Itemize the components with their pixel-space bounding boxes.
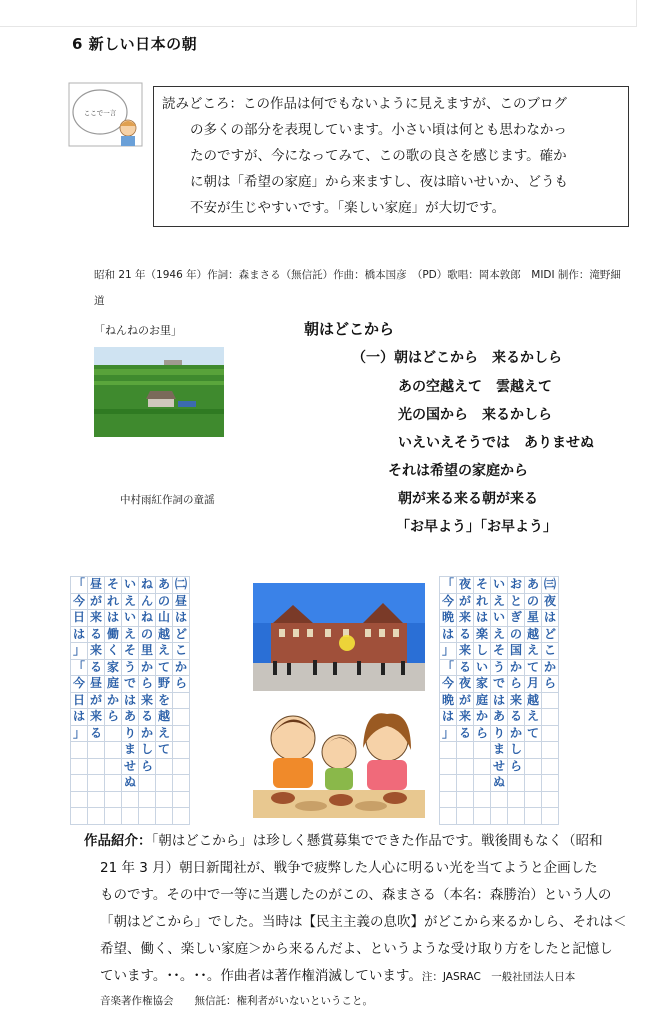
grid-cell xyxy=(542,742,559,759)
grid-cell xyxy=(173,758,190,775)
grid-cell: の xyxy=(508,626,525,643)
grid-cell: え xyxy=(156,725,173,742)
grid-cell: し xyxy=(508,742,525,759)
grid-cell xyxy=(173,709,190,726)
grid-cell: 夜 xyxy=(542,593,559,610)
grid-cell: で xyxy=(491,676,508,693)
grid-cell xyxy=(457,758,474,775)
grid-cell: し xyxy=(139,742,156,759)
grid-cell: か xyxy=(139,659,156,676)
grid-cell: え xyxy=(491,593,508,610)
grid-cell xyxy=(525,758,542,775)
reading-point-box xyxy=(153,86,629,227)
grid-cell: 」 xyxy=(440,643,457,660)
grid-cell xyxy=(105,725,122,742)
grid-cell xyxy=(474,775,491,792)
grid-cell: ん xyxy=(139,593,156,610)
photo-caption: 中村雨紅作詞の童謡 xyxy=(120,494,215,506)
grid-cell: は xyxy=(542,610,559,627)
grid-cell: 来 xyxy=(508,692,525,709)
grid-cell xyxy=(105,791,122,808)
grid-cell xyxy=(542,692,559,709)
grid-cell xyxy=(474,742,491,759)
grid-cell xyxy=(105,742,122,759)
grid-cell: ら xyxy=(105,709,122,726)
grid-cell: せ xyxy=(122,758,139,775)
grid-cell: あ xyxy=(525,577,542,594)
grid-cell: て xyxy=(156,742,173,759)
intro-note: 注：JASRAC 一般社団法人日本 xyxy=(421,971,576,983)
grid-cell: 昼 xyxy=(88,676,105,693)
grid-cell: え xyxy=(122,593,139,610)
grid-cell xyxy=(71,742,88,759)
grid-cell: 家 xyxy=(105,659,122,676)
lyric-line: （一）朝はどこから 来るかしら xyxy=(352,350,562,366)
grid-cell: お xyxy=(508,577,525,594)
photo-label: 「ねんねのお里」 xyxy=(94,324,182,337)
intro-line: 21 年 3 月）朝日新聞社が、戦争で疲弊した人心に明るい光を当てようと企画した xyxy=(100,860,598,876)
lyric-line: いえいえそうでは ありませぬ xyxy=(398,435,594,451)
mascot-bubble-text: ここで一言 xyxy=(83,109,117,117)
grid-cell: 来 xyxy=(139,692,156,709)
grid-cell: る xyxy=(457,725,474,742)
grid-cell: え xyxy=(525,709,542,726)
grid-cell xyxy=(71,775,88,792)
grid-cell xyxy=(105,758,122,775)
grid-cell: て xyxy=(525,659,542,676)
grid-cell: 夜 xyxy=(457,676,474,693)
grid-cell: か xyxy=(508,725,525,742)
grid-cell: こ xyxy=(173,643,190,660)
grid-cell: ら xyxy=(474,725,491,742)
grid-cell xyxy=(508,791,525,808)
grid-cell: 越 xyxy=(156,626,173,643)
grid-cell: う xyxy=(491,659,508,676)
grid-cell: あ xyxy=(156,577,173,594)
grid-cell xyxy=(88,758,105,775)
grid-cell: は xyxy=(474,610,491,627)
grid-cell: 今 xyxy=(440,676,457,693)
grid-cell: は xyxy=(71,709,88,726)
grid-cell xyxy=(440,775,457,792)
grid-cell xyxy=(474,808,491,825)
grid-cell xyxy=(440,808,457,825)
grid-cell: る xyxy=(508,709,525,726)
grid-cell: の xyxy=(139,626,156,643)
grid-cell: 国 xyxy=(508,643,525,660)
grid-cell: ま xyxy=(122,742,139,759)
grid-cell: は xyxy=(491,692,508,709)
grid-cell: ら xyxy=(508,676,525,693)
song-title: 朝はどこから xyxy=(304,320,395,338)
grid-cell: ね xyxy=(139,577,156,594)
grid-cell: 来 xyxy=(457,643,474,660)
grid-cell xyxy=(457,808,474,825)
grid-cell: 家 xyxy=(474,676,491,693)
grid-cell xyxy=(474,758,491,775)
grid-cell: 働 xyxy=(105,626,122,643)
grid-cell: 楽 xyxy=(474,626,491,643)
grid-cell: い xyxy=(491,610,508,627)
lyric-line: 「お早よう」「お早よう」 xyxy=(396,519,557,535)
grid-cell: い xyxy=(474,659,491,676)
grid-cell xyxy=(156,808,173,825)
grid-cell: せ xyxy=(491,758,508,775)
grid-cell: か xyxy=(173,659,190,676)
grid-cell: て xyxy=(525,725,542,742)
grid-cell: ど xyxy=(173,626,190,643)
grid-cell: は xyxy=(440,709,457,726)
grid-cell: 来 xyxy=(457,709,474,726)
grid-cell: あ xyxy=(122,709,139,726)
grid-cell: 今 xyxy=(440,593,457,610)
grid-cell: る xyxy=(139,709,156,726)
reading-line: たのですが、今になってみて、この歌の良さを感じます。確か xyxy=(190,148,567,164)
grid-cell xyxy=(440,742,457,759)
grid-cell: ね xyxy=(139,610,156,627)
grid-cell xyxy=(525,808,542,825)
grid-cell xyxy=(491,791,508,808)
intro-line: 「朝はどこから」でした。当時は【民主主義の息吹】がどこから来るかしら、それは＜ xyxy=(100,914,627,930)
grid-cell: が xyxy=(457,593,474,610)
grid-cell: 越 xyxy=(156,709,173,726)
lyrics-grid-verse-3 xyxy=(439,576,559,825)
grid-cell xyxy=(457,775,474,792)
grid-cell: い xyxy=(122,610,139,627)
grid-cell: あ xyxy=(491,709,508,726)
grid-cell xyxy=(139,808,156,825)
grid-cell xyxy=(71,791,88,808)
grid-cell xyxy=(474,791,491,808)
grid-cell: が xyxy=(88,593,105,610)
reading-line: 不安が生じやすいです。「楽しい家庭」が大切です。 xyxy=(190,200,506,216)
grid-cell: り xyxy=(491,725,508,742)
grid-cell: 星 xyxy=(525,610,542,627)
grid-cell xyxy=(542,791,559,808)
intro-first-line: 「朝はどこから」は珍しく懸賞募集でできた作品です。戦後間もなく（昭和 xyxy=(151,833,603,849)
grid-cell: は xyxy=(122,692,139,709)
mascot-illustration xyxy=(68,82,143,147)
grid-cell xyxy=(173,775,190,792)
grid-cell: 越 xyxy=(525,626,542,643)
grid-cell xyxy=(542,709,559,726)
grid-cell: か xyxy=(105,692,122,709)
grid-cell: る xyxy=(457,659,474,676)
grid-cell xyxy=(457,742,474,759)
grid-cell: ぬ xyxy=(122,775,139,792)
work-introduction xyxy=(84,828,640,1011)
grid-cell: そ xyxy=(474,577,491,594)
grid-cell: ら xyxy=(542,676,559,693)
grid-cell: く xyxy=(105,643,122,660)
grid-cell: い xyxy=(491,577,508,594)
grid-cell: え xyxy=(525,643,542,660)
intro-line: 希望、働く、楽しい家庭＞から来るんだよ、というような受け取り方をしたと記憶し xyxy=(100,941,613,957)
grid-cell: で xyxy=(122,676,139,693)
grid-cell: は xyxy=(173,610,190,627)
grid-cell xyxy=(139,775,156,792)
grid-cell: か xyxy=(508,659,525,676)
grid-cell: る xyxy=(88,659,105,676)
lyric-line: それは希望の家庭から xyxy=(388,463,528,479)
grid-cell: ぬ xyxy=(491,775,508,792)
grid-cell: る xyxy=(88,725,105,742)
grid-cell: は xyxy=(105,610,122,627)
grid-cell: 野 xyxy=(156,676,173,693)
reading-line: の多くの部分を表現しています。小さい頃は何とも思わなかっ xyxy=(190,122,567,138)
grid-cell: 晩 xyxy=(440,610,457,627)
lyric-line: 朝が来る来る朝が来る xyxy=(398,491,538,507)
grid-cell xyxy=(173,692,190,709)
grid-cell: そ xyxy=(122,643,139,660)
grid-cell: そ xyxy=(491,643,508,660)
grid-cell: 「 xyxy=(71,577,88,594)
intro-line: ものです。その中で一等に当選したのがこの、森まさる（本名：森勝治）という人の xyxy=(100,887,612,903)
reading-line: に朝は「希望の家庭」から来ますし、夜は暗いせいか、どうも xyxy=(190,174,568,190)
grid-cell: ㈡ xyxy=(173,577,190,594)
grid-cell: 里 xyxy=(139,643,156,660)
grid-cell: は xyxy=(71,626,88,643)
grid-cell: か xyxy=(139,725,156,742)
lyric-line: 光の国から 来るかしら xyxy=(398,407,552,423)
grid-cell: 今 xyxy=(71,593,88,610)
grid-cell: 「 xyxy=(440,659,457,676)
lyrics-grid-verse-2 xyxy=(70,576,190,825)
grid-cell xyxy=(71,758,88,775)
top-bar xyxy=(0,0,637,27)
grid-cell: 来 xyxy=(457,610,474,627)
grid-cell: 晩 xyxy=(440,692,457,709)
grid-cell xyxy=(457,791,474,808)
grid-cell xyxy=(525,742,542,759)
grid-cell: し xyxy=(474,643,491,660)
grid-cell: 昼 xyxy=(173,593,190,610)
intro-note-2: 音楽著作権協会 無信託：権利者がいないということ。 xyxy=(100,995,373,1007)
lyric-line: あの空越えて 雲越えて xyxy=(398,379,552,395)
grid-cell: 」 xyxy=(440,725,457,742)
grid-cell: り xyxy=(122,725,139,742)
grid-cell: ぎ xyxy=(508,610,525,627)
grid-cell: え xyxy=(491,626,508,643)
grid-cell: 日 xyxy=(71,610,88,627)
grid-cell: 庭 xyxy=(474,692,491,709)
grid-cell xyxy=(156,758,173,775)
grid-cell xyxy=(139,791,156,808)
grid-cell: れ xyxy=(474,593,491,610)
rice-field-photo xyxy=(94,347,224,437)
grid-cell: う xyxy=(122,659,139,676)
grid-cell: が xyxy=(457,692,474,709)
grid-cell: か xyxy=(542,659,559,676)
grid-cell xyxy=(173,791,190,808)
grid-cell: て xyxy=(156,659,173,676)
grid-cell: の xyxy=(156,593,173,610)
grid-cell: 昼 xyxy=(88,577,105,594)
grid-cell xyxy=(122,791,139,808)
page-title: 6 新しい日本の朝 xyxy=(72,35,198,53)
grid-cell: 月 xyxy=(525,676,542,693)
grid-cell xyxy=(508,775,525,792)
grid-cell xyxy=(105,808,122,825)
grid-cell xyxy=(440,791,457,808)
grid-cell xyxy=(173,808,190,825)
grid-cell xyxy=(542,808,559,825)
grid-cell: と xyxy=(508,593,525,610)
grid-cell xyxy=(173,725,190,742)
song-credit: 昭和 21 年（1946 年）作詞：森まさる（無信託）作曲：橋本国彦 （PD）歌唱：岡本敦郎 MIDI 制作：滝野細道 xyxy=(94,269,621,307)
grid-cell xyxy=(71,808,88,825)
grid-cell: 「 xyxy=(71,659,88,676)
grid-cell xyxy=(88,775,105,792)
grid-cell xyxy=(156,791,173,808)
grid-cell xyxy=(491,808,508,825)
grid-cell xyxy=(122,808,139,825)
grid-cell: の xyxy=(525,593,542,610)
grid-cell xyxy=(542,775,559,792)
family-breakfast-illustration xyxy=(253,700,425,818)
grid-cell: 山 xyxy=(156,610,173,627)
reading-first-line: この作品は何でもないように見えますが、このブログ xyxy=(243,96,567,112)
grid-cell xyxy=(440,758,457,775)
grid-cell: 」 xyxy=(71,725,88,742)
grid-cell: ら xyxy=(139,676,156,693)
grid-cell xyxy=(88,808,105,825)
grid-cell xyxy=(173,742,190,759)
grid-cell: こ xyxy=(542,643,559,660)
grid-cell: は xyxy=(440,626,457,643)
grid-cell: え xyxy=(122,626,139,643)
grid-cell: そ xyxy=(105,577,122,594)
grid-cell: ら xyxy=(508,758,525,775)
grid-cell: ら xyxy=(173,676,190,693)
grid-cell xyxy=(542,725,559,742)
grid-cell: い xyxy=(122,577,139,594)
grid-cell: 来 xyxy=(88,709,105,726)
tokyo-station-photo xyxy=(253,583,425,691)
grid-cell: が xyxy=(88,692,105,709)
grid-cell: か xyxy=(474,709,491,726)
grid-cell xyxy=(156,775,173,792)
grid-cell: 来 xyxy=(88,643,105,660)
grid-cell xyxy=(105,775,122,792)
grid-cell: ㈢ xyxy=(542,577,559,594)
grid-cell xyxy=(542,758,559,775)
intro-last-line: ています。･･。･･。作曲者は著作権消滅しています。 xyxy=(100,968,422,984)
grid-cell: ら xyxy=(139,758,156,775)
grid-cell: え xyxy=(156,643,173,660)
grid-cell: ど xyxy=(542,626,559,643)
intro-label: 作品紹介： xyxy=(84,833,152,849)
grid-cell xyxy=(525,775,542,792)
grid-cell: 」 xyxy=(71,643,88,660)
grid-cell xyxy=(88,742,105,759)
grid-cell xyxy=(88,791,105,808)
grid-cell: 日 xyxy=(71,692,88,709)
grid-cell: る xyxy=(457,626,474,643)
grid-cell xyxy=(508,808,525,825)
grid-cell: 「 xyxy=(440,577,457,594)
grid-cell: 夜 xyxy=(457,577,474,594)
grid-cell: 来 xyxy=(88,610,105,627)
grid-cell: ま xyxy=(491,742,508,759)
grid-cell: れ xyxy=(105,593,122,610)
grid-cell: を xyxy=(156,692,173,709)
grid-cell xyxy=(525,791,542,808)
grid-cell: 越 xyxy=(525,692,542,709)
reading-label: 読みどころ： xyxy=(162,96,243,112)
grid-cell: る xyxy=(88,626,105,643)
grid-cell: 今 xyxy=(71,676,88,693)
grid-cell: 庭 xyxy=(105,676,122,693)
